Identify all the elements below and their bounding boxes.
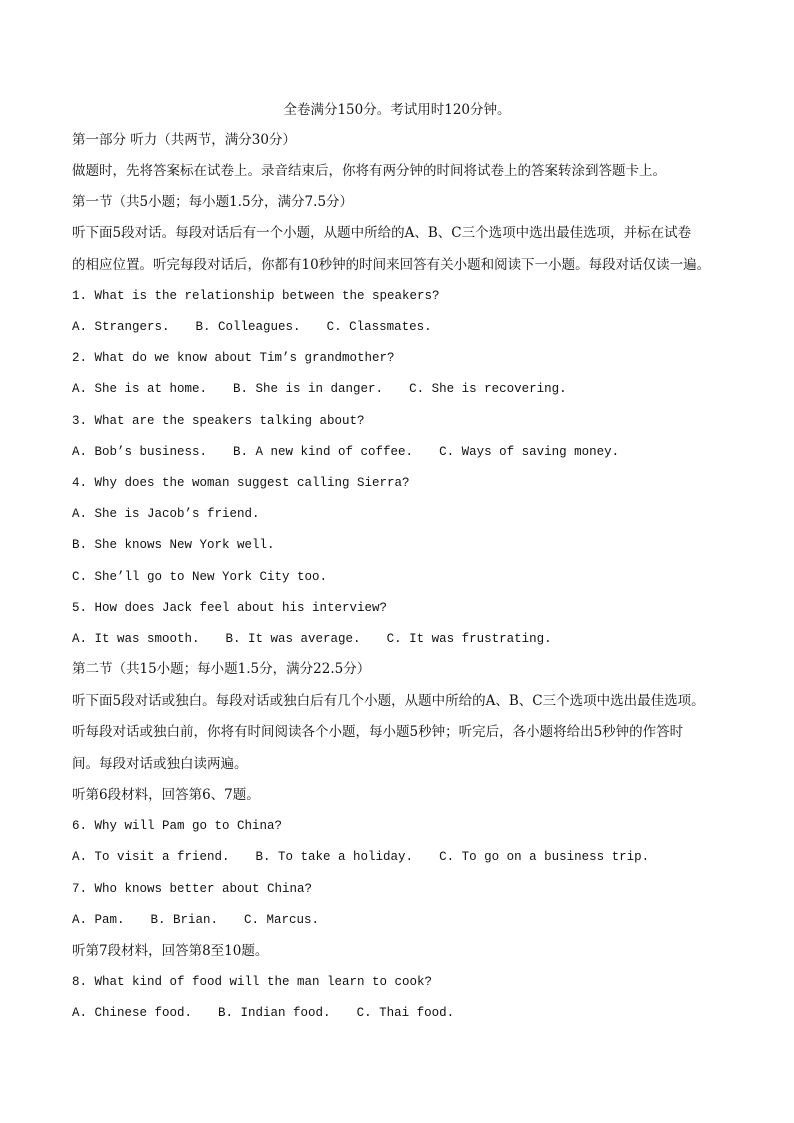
question-2-option-a: A. She is at home.: [72, 382, 208, 396]
question-7-option-c: C. Marcus.: [244, 913, 320, 927]
question-4-stem: 4. Why does the woman suggest calling Sierra?: [72, 476, 410, 490]
part1-instruction: 做题时，先将答案标在试卷上。录音结束后，你将有两分钟的时间将试卷上的答案转涂到答题卡上。: [72, 163, 666, 179]
question-8-stem: 8. What kind of food will the man learn to cook?: [72, 975, 433, 989]
question-5-option-a: A. It was smooth.: [72, 632, 200, 646]
question-6-stem: 6. Why will Pam go to China?: [72, 819, 283, 833]
question-6-options: [72, 848, 732, 866]
question-3-options: [72, 443, 732, 461]
question-5-option-b: B. It was average.: [225, 632, 361, 646]
question-8-option-a: A. Chinese food.: [72, 1006, 193, 1020]
question-7-option-a: A. Pam.: [72, 913, 125, 927]
question-5-options: [72, 630, 732, 648]
question-6-option-a: A. To visit a friend.: [72, 850, 230, 864]
question-2-stem: 2. What do we know about Tim’s grandmother?: [72, 351, 395, 365]
question-3-stem: 3. What are the speakers talking about?: [72, 414, 365, 428]
section2-title: 第二节（共15小题；每小题1.5分，满分22.5分）: [72, 661, 371, 677]
section1-instruction-line1: 听下面5段对话。每段对话后有一个小题，从题中所给的A、B、C三个选项中选出最佳选项，并标在试卷: [72, 225, 692, 241]
material6-heading: 听第6段材料，回答第6、7题。: [72, 787, 260, 803]
question-2-option-c: C. She is recovering.: [409, 382, 567, 396]
section1-title: 第一节（共5小题；每小题1.5分，满分7.5分）: [72, 194, 354, 210]
material7-heading: 听第7段材料，回答第8至10题。: [72, 943, 269, 959]
section2-instruction-line3: 间。每段对话或独白读两遍。: [72, 756, 248, 772]
question-6-option-c: C. To go on a business trip.: [439, 850, 650, 864]
section1-instruction-line2: 的相应位置。听完每段对话后，你都有10秒钟的时间来回答有关小题和阅读下一小题。每段对话仅读一遍。: [72, 257, 711, 273]
question-7-stem: 7. Who knows better about China?: [72, 882, 313, 896]
question-3-option-b: B. A new kind of coffee.: [233, 445, 414, 459]
question-5-stem: 5. How does Jack feel about his interview?: [72, 601, 388, 615]
question-8-options: [72, 1004, 732, 1022]
exam-score-note: 全卷满分150分。考试用时120分钟。: [283, 102, 511, 118]
question-1-options: [72, 318, 732, 336]
question-1-stem: 1. What is the relationship between the speakers?: [72, 289, 440, 303]
question-3-option-c: C. Ways of saving money.: [439, 445, 620, 459]
question-1-option-c: C. Classmates.: [326, 320, 432, 334]
question-4-option-c: C. She’ll go to New York City too.: [72, 570, 328, 584]
question-1-option-b: B. Colleagues.: [195, 320, 301, 334]
question-5-option-c: C. It was frustrating.: [386, 632, 552, 646]
section2-instruction-line2: 听每段对话或独白前，你将有时间阅读各个小题，每小题5秒钟；听完后，各小题将给出5秒钟的作答时: [72, 724, 684, 740]
section2-instruction-line1: 听下面5段对话或独白。每段对话或独白后有几个小题，从题中所给的A、B、C三个选项中选出最佳选项。: [72, 693, 705, 709]
question-2-options: [72, 380, 732, 398]
question-8-option-c: C. Thai food.: [356, 1006, 455, 1020]
question-3-option-a: A. Bob’s business.: [72, 445, 208, 459]
question-2-option-b: B. She is in danger.: [233, 382, 384, 396]
question-4-option-b: B. She knows New York well.: [72, 538, 275, 552]
question-1-option-a: A. Strangers.: [72, 320, 170, 334]
part1-title: 第一部分 听力（共两节，满分30分）: [72, 132, 296, 148]
question-7-option-b: B. Brian.: [150, 913, 219, 927]
question-4-option-a: A. She is Jacob’s friend.: [72, 507, 260, 521]
question-6-option-b: B. To take a holiday.: [255, 850, 414, 864]
question-7-options: [72, 911, 732, 929]
question-8-option-b: B. Indian food.: [218, 1006, 331, 1020]
